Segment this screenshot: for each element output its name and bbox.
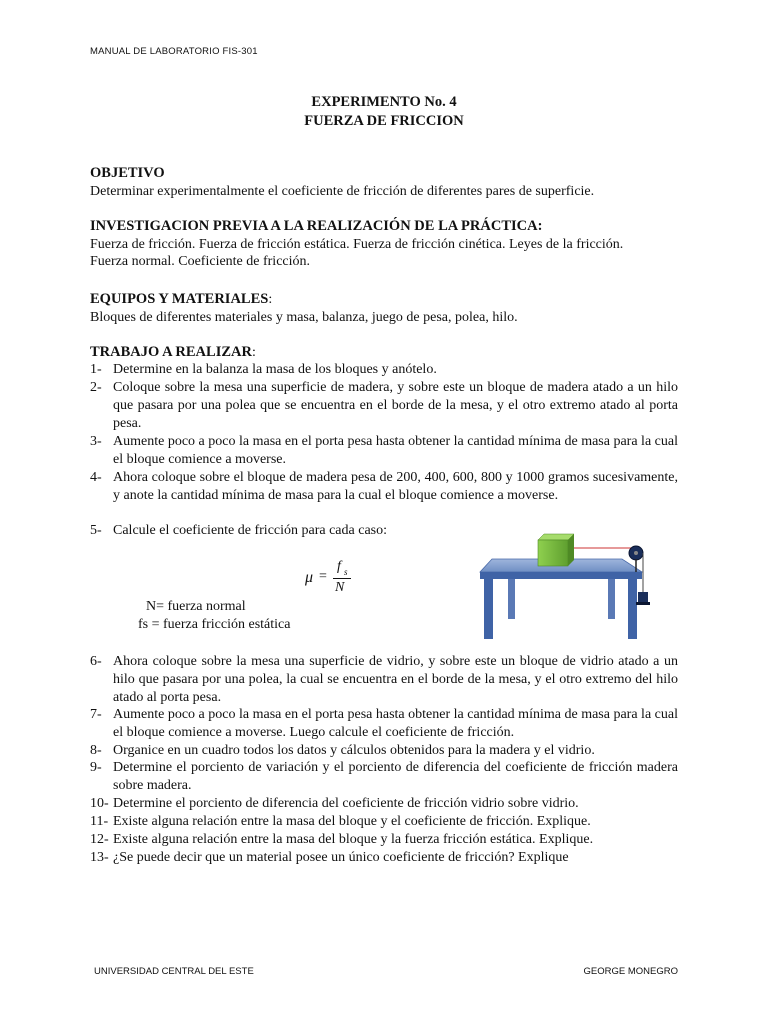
list-item <box>90 831 678 849</box>
list-item <box>90 849 678 867</box>
wooden-block <box>538 540 568 566</box>
item-text: Existe alguna relación entre la masa del bloque y el coeficiente de fricción. Explique. <box>113 814 591 829</box>
equipos-text: Bloques de diferentes materiales y masa, balanza, juego de pesa, polea, hilo. <box>90 309 518 325</box>
table-leg <box>628 579 637 639</box>
list-item <box>90 795 678 813</box>
denominator-n: N <box>335 580 345 595</box>
item-number: 5- <box>90 523 102 538</box>
list-item <box>90 469 678 505</box>
table-leg <box>608 579 615 619</box>
equals-sign: = <box>319 569 327 584</box>
trabajo-heading: TRABAJO A REALIZAR <box>90 344 252 360</box>
trabajo-colon: : <box>251 345 256 360</box>
list-item <box>90 813 678 831</box>
table-leg <box>484 579 493 639</box>
fraction-bar <box>333 578 351 579</box>
weight-hanger <box>638 592 648 602</box>
weight-hanger-base <box>636 602 650 605</box>
investigacion-heading: INVESTIGACION PREVIA A LA REALIZACIÓN DE LA PRÁCTICA: <box>90 218 543 234</box>
item-text: Coloque sobre la mesa una superficie de madera, y sobre este un bloque de madera atado a un hilo que pasara por una polea que se encuentra en el borde de la mesa, y el otro extremo atado al porta pesa. <box>113 380 678 431</box>
item-text: ¿Se puede decir que un material posee un único coeficiente de fricción? Explique <box>113 850 569 865</box>
item-number: 7- <box>90 707 102 722</box>
item-text: Calcule el coeficiente de fricción para cada caso: <box>113 523 388 538</box>
item-number: 2- <box>90 380 102 395</box>
title-line-1: EXPERIMENTO No. 4 <box>311 94 457 110</box>
section-trabajo-heading <box>90 344 680 362</box>
section-objetivo <box>90 165 680 200</box>
section-investigacion <box>90 218 680 271</box>
item-number: 6- <box>90 654 102 669</box>
list-item <box>90 433 678 469</box>
numerator-subscript: s <box>344 567 348 577</box>
table-leg <box>508 579 515 619</box>
numerator-f: f <box>337 559 341 574</box>
item-text: Determine el porciento de diferencia del coeficiente de fricción vidrio sobre vidrio. <box>113 796 579 811</box>
item-text: Existe alguna relación entre la masa del bloque y la fuerza fricción estática. Explique. <box>113 832 594 847</box>
item-text: Determine en la balanza la masa de los bloques y anótelo. <box>113 362 437 377</box>
table-pulley-illustration <box>472 526 672 642</box>
pulley-axle <box>634 551 638 555</box>
page-header: MANUAL DE LABORATORIO FIS-301 <box>90 46 258 57</box>
item-text: Determine el porciento de variación y el porciento de diferencia del coeficiente de fricción madera sobre madera. <box>113 760 678 793</box>
footer-left: UNIVERSIDAD CENTRAL DEL ESTE <box>94 966 254 977</box>
item-number: 10- <box>90 796 109 811</box>
item-number: 13- <box>90 850 109 865</box>
equipos-heading: EQUIPOS Y MATERIALES <box>90 291 269 307</box>
list-item <box>90 706 678 742</box>
legend-normal-force: N= fuerza normal <box>146 599 246 614</box>
item-number: 11- <box>90 814 109 829</box>
investigacion-line-1: Fuerza de fricción. Fuerza de fricción estática. Fuerza de fricción cinética. Leyes de la fricción. <box>90 236 624 252</box>
objetivo-text: Determinar experimentalmente el coeficiente de fricción de diferentes pares de superficie. <box>90 183 595 199</box>
list-item <box>90 379 678 433</box>
item-number: 3- <box>90 434 102 449</box>
footer-right: GEORGE MONEGRO <box>583 966 678 977</box>
item-number: 12- <box>90 832 109 847</box>
item-text: Ahora coloque sobre la mesa una superficie de vidrio, y sobre este un bloque de vidrio atado a un hilo que pasara por una polea, la cual se encuentra en el borde de la mesa, y el otro extremo del hilo atado al porta pesa. <box>113 654 678 705</box>
investigacion-line-2: Fuerza normal. Coeficiente de fricción. <box>90 254 311 269</box>
objetivo-heading: OBJETIVO <box>90 165 165 181</box>
list-item <box>90 653 678 707</box>
title-line-2: FUERZA DE FRICCION <box>304 113 464 129</box>
list-item <box>90 361 678 379</box>
item-number: 4- <box>90 470 102 485</box>
item-text: Aumente poco a poco la masa en el porta pesa hasta obtener la cantidad mínima de masa para la cual el bloque comience a moverse. Luego calcule el coeficiente de fricción. <box>113 707 678 740</box>
friction-formula <box>305 559 365 599</box>
mu-symbol: μ <box>305 569 314 586</box>
block-top <box>538 534 574 540</box>
list-item <box>90 759 678 795</box>
item-number: 8- <box>90 743 102 758</box>
item-number: 1- <box>90 362 102 377</box>
item-text: Ahora coloque sobre el bloque de madera pesa de 200, 400, 600, 800 y 1000 gramos sucesivamente, y anote la cantidad mínima de masa para la cual el bloque comience a moverse. <box>113 470 678 503</box>
item-number: 9- <box>90 760 102 775</box>
table-edge <box>480 572 642 579</box>
item-text: Aumente poco a poco la masa en el porta pesa hasta obtener la cantidad mínima de masa para la cual el bloque comience a moverse. <box>113 434 678 467</box>
section-equipos <box>90 291 680 326</box>
legend-static-friction: fs = fuerza fricción estática <box>138 617 291 632</box>
item-text: Organice en un cuadro todos los datos y cálculos obtenidos para la madera y el vidrio. <box>113 743 595 758</box>
equipos-colon: : <box>268 292 273 307</box>
list-item <box>90 742 678 760</box>
